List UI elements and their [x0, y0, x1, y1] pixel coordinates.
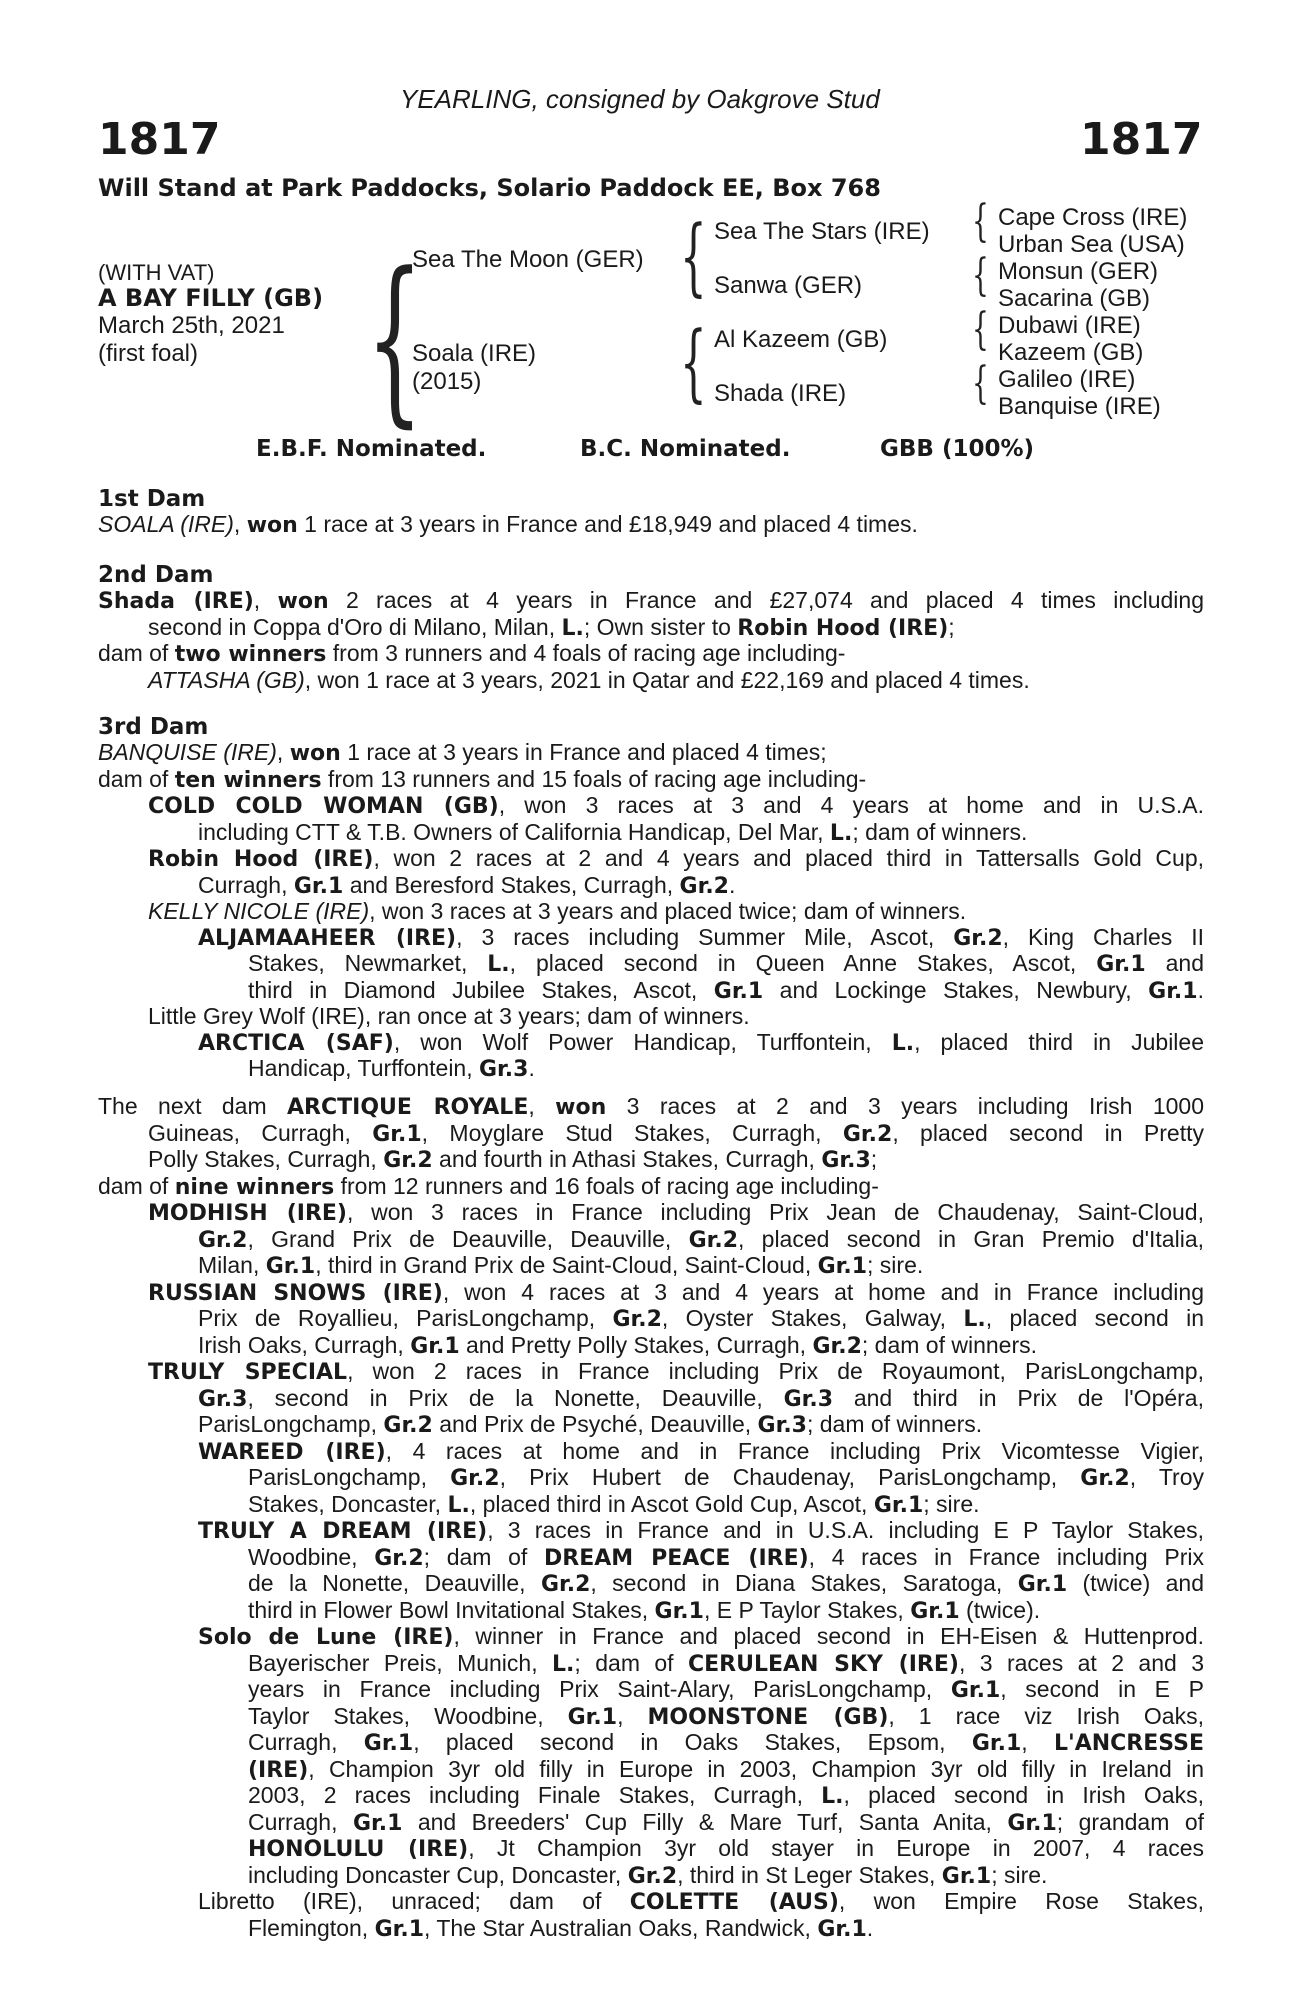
gen3-3: Monsun (GER) — [998, 258, 1159, 285]
bc-nomination: B.C. Nominated. — [580, 436, 791, 462]
gen3-brace-3: { — [972, 304, 989, 355]
gen3-6: Kazeem (GB) — [998, 339, 1144, 366]
sire-brace: { — [680, 207, 707, 305]
gen2-dam-dam: Shada (IRE) — [714, 380, 847, 407]
gen3-2: Urban Sea (USA) — [998, 231, 1185, 258]
lot-number-right: 1817 — [1080, 114, 1203, 165]
foal-note: (first foal) — [98, 340, 199, 367]
lot-number-left: 1817 — [98, 114, 221, 165]
gbb-rating: GBB (100%) — [880, 436, 1035, 462]
gen3-7: Galileo (IRE) — [998, 366, 1136, 393]
gen2-sire-dam: Sanwa (GER) — [714, 272, 863, 299]
gen3-1: Cape Cross (IRE) — [998, 204, 1188, 231]
dam-name: Soala (IRE) — [412, 340, 537, 367]
first-dam-text: SOALA (IRE), won 1 race at 3 years in France and £18,949 and placed 4 times. — [98, 511, 918, 538]
sire-name: Sea The Moon (GER) — [412, 246, 644, 273]
gen3-8: Banquise (IRE) — [998, 393, 1161, 420]
gen3-brace-4: { — [972, 358, 989, 409]
horse-name: A BAY FILLY (GB) — [98, 284, 324, 312]
gen3-brace-2: { — [972, 250, 989, 301]
second-dam-heading: 2nd Dam — [98, 562, 214, 588]
next-dam-text: The next dam ARCTIQUE ROYALE, won 3 races at 2 and 3 years including Irish 1000 Guineas, Curragh, Gr.1, Moyglare Stud Stakes, Curragh, Gr.2, placed second in Pretty Polly Stakes, Curragh, Gr.2 and fourth in Athasi Stakes, Curragh, Gr.3; dam of nine winners from 12 runners and 16 foals of racing age including- MODHISH (IRE), won 3 races in France including Prix Jean de Chaudenay, Saint-Cloud, Gr.2, Grand Prix de Deauville, Deauville, Gr.2, placed second in Gran Premio d'Italia, Milan, Gr.1, third in Grand Prix de Saint-Cloud, Saint-Cloud, Gr.1; sire. RUSSIAN SNOWS (IRE), won 4 races at 3 and 4 years at home and in France including Prix de Royallieu, ParisLongchamp, Gr.2, Oyster Stakes, Galway, L., placed second in Irish Oaks, Curragh, Gr.1 and Pretty Polly Stakes, Curragh, Gr.2; dam of winners. TRULY SPECIAL, won 2 races in France including Prix de Royaumont, ParisLongchamp, Gr.3, second in Prix de la Nonette, Deauville, Gr.3 and third in Prix de l'Opéra, ParisLongchamp, Gr.2 and Prix de Psyché, Deauville, Gr.3; dam of winners. WAREED (IRE), 4 races at home and in France including Prix Vicomtesse Vigier, ParisLongchamp, Gr.2, Prix Hubert de Chaudenay, ParisLongchamp, Gr.2, Troy Stakes, Doncaster, L., placed third in Ascot Gold Cup, Ascot, Gr.1; sire. TRULY A DREAM (IRE), 3 races in France and in U.S.A. including E P Taylor Stakes, Woodbine, Gr.2; dam of DREAM PEACE (IRE), 4 races in France including Prix de la Nonette, Deauville, Gr.2, second in Diana Stakes, Saratoga, Gr.1 (twice) and third in Flower Bowl Invitational Stakes, Gr.1, E P Taylor Stakes, Gr.1 (twice). Solo de Lune (IRE), winner in France and placed second in EH-Eisen & Huttenprod. Bayerischer Preis, Munich, L.; dam of CERULEAN SKY (IRE), 3 races at 2 and 3 years in France including Prix Saint-Alary, ParisLongchamp, Gr.1, second in E P Taylor Stakes, Woodbine, Gr.1, MOONSTONE (GB), 1 race viz Irish Oaks, Curragh, Gr.1, placed second in Oaks Stakes, Epsom, Gr.1, L'ANCRESSE (IRE), Champion 3yr old filly in Europe in 2003, Champion 3yr old filly in Ireland in 2003, 2 races including Finale Stakes, Curragh, L., placed second in Irish Oaks, Curragh, Gr.1 and Breeders' Cup Filly & Mare Turf, Santa Anita, Gr.1; grandam of HONOLULU (IRE), Jt Champion 3yr old stayer in Europe in 2007, 4 races including Doncaster Cup, Doncaster, Gr.2, third in St Leger Stakes, Gr.1; sire. Libretto (IRE), unraced; dam of COLETTE (AUS), won Empire Rose Stakes, Flemington, Gr.1, The Star Australian Oaks, Randwick, Gr.1. — [98, 1093, 1205, 1942]
ebf-nomination: E.B.F. Nominated. — [256, 436, 487, 462]
gen3-5: Dubawi (IRE) — [998, 312, 1141, 339]
second-dam-text: Shada (IRE), won 2 races at 4 years in France and £27,074 and placed 4 times including second in Coppa d'Oro di Milano, Milan, L.; Own sister to Robin Hood (IRE); dam of two winners from 3 runners and 4 foals of racing age including- ATTASHA (GB), won 1 race at 3 years, 2021 in Qatar and £22,169 and placed 4 times. — [98, 587, 1205, 693]
vat-label: (WITH VAT) — [98, 260, 215, 285]
dam-year: (2015) — [412, 368, 482, 395]
consignment-line: YEARLING, consigned by Oakgrove Stud — [400, 84, 880, 114]
first-dam-heading: 1st Dam — [98, 486, 206, 512]
third-dam-heading: 3rd Dam — [98, 714, 209, 740]
gen3-4: Sacarina (GB) — [998, 285, 1151, 312]
stand-location: Will Stand at Park Paddocks, Solario Paddock EE, Box 768 — [98, 174, 881, 202]
gen3-brace-1: { — [972, 196, 989, 247]
foaling-date: March 25th, 2021 — [98, 312, 285, 339]
main-brace: { — [366, 235, 424, 444]
third-dam-text: BANQUISE (IRE), won 1 race at 3 years in France and placed 4 times; dam of ten winners from 13 runners and 15 foals of racing age including- COLD COLD WOMAN (GB), won 3 races at 3 and 4 years at home and in U.S.A. including CTT & T.B. Owners of California Handicap, Del Mar, L.; dam of winners. Robin Hood (IRE), won 2 races at 2 and 4 years and placed third in Tattersalls Gold Cup, Curragh, Gr.1 and Beresford Stakes, Curragh, Gr.2. KELLY NICOLE (IRE), won 3 races at 3 years and placed twice; dam of winners. ALJAMAAHEER (IRE), 3 races including Summer Mile, Ascot, Gr.2, King Charles II Stakes, Newmarket, L., placed second in Queen Anne Stakes, Ascot, Gr.1 and third in Diamond Jubilee Stakes, Ascot, Gr.1 and Lockinge Stakes, Newbury, Gr.1. Little Grey Wolf (IRE), ran once at 3 years; dam of winners. ARCTICA (SAF), won Wolf Power Handicap, Turffontein, L., placed third in Jubilee Handicap, Turffontein, Gr.3. — [98, 739, 1204, 1082]
gen2-sire-sire: Sea The Stars (IRE) — [714, 218, 930, 245]
gen2-dam-sire: Al Kazeem (GB) — [714, 326, 888, 353]
dam-brace: { — [680, 313, 707, 411]
